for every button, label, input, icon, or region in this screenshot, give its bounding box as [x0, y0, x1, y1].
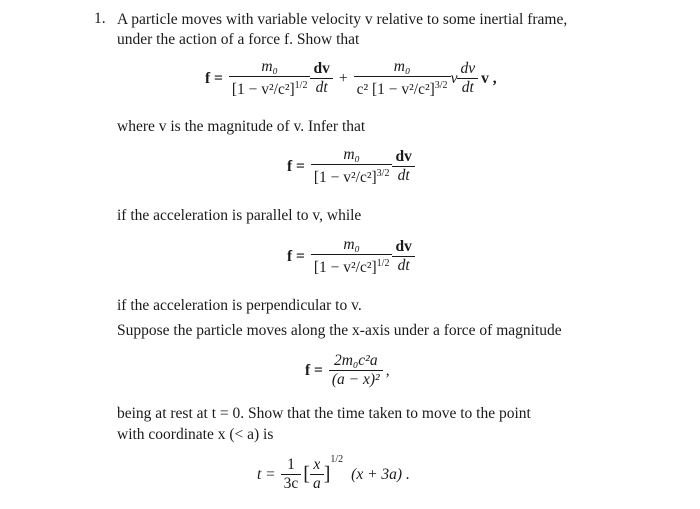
eq2-fraction: $\frac{\text{m₀}}{[1 - v^2/c^2]^{3/2}}$ [311, 146, 393, 187]
eq1-tail: v , [481, 69, 497, 87]
eq5-coefficient: $\frac{1}{3c}$ [281, 456, 302, 493]
rest-line-1: being at rest at t = 0. Show that the time taken to move to the point [117, 405, 531, 422]
suppose-text: Suppose the particle moves along the x-axis under a force of magnitude [117, 322, 562, 339]
eq4-lhs: f = [305, 361, 323, 379]
where-text: where v is the magnitude of v. Infer that [117, 118, 366, 135]
eq1-v: v [450, 69, 458, 87]
eq1-term2-derivative: $\frac{dv}{dt}$ [457, 60, 478, 97]
eq1-term1-derivative: $\frac{dv}{dt}$ [310, 60, 332, 97]
eq1-term1-numerator: m₀ [261, 58, 278, 75]
eq1-plus: + [338, 69, 348, 87]
eq2-lhs: f = [287, 157, 305, 175]
rest-line-2: with coordinate x (< a) is [117, 426, 274, 443]
eq5-exponent: 1/2 [330, 454, 344, 465]
eq3-fraction: $\frac{\text{m₀}}{[1 - v^2/c^2]^{1/2}}$ [311, 236, 393, 277]
equation-1 [205, 58, 497, 99]
equation-5: t = $\frac{1}{3c}$ [ $\frac{x}{a}$ ] $^{1/2}$ (x + 3a) . [257, 454, 410, 492]
eq4-tail: , [385, 361, 390, 379]
eq2-derivative: $\frac{dv}{dt}$ [392, 148, 414, 185]
equation-3 [287, 236, 415, 277]
problem-number: 1. [94, 10, 106, 27]
eq5-tail: (x + 3a) . [351, 465, 410, 483]
eq5-lhs: t = [257, 465, 276, 483]
eq1-term1-fraction [229, 58, 311, 99]
perpendicular-text: if the acceleration is perpendicular to v. [117, 297, 362, 314]
eq3-derivative: $\frac{dv}{dt}$ [392, 238, 414, 275]
intro-line-1: A particle moves with variable velocity v relative to some inertial frame, [117, 11, 568, 28]
eq1-term2-fraction: $\frac{\text{m₀}}{c^2 [1 - v^2/c^2]^{3/2}}$ [354, 58, 451, 99]
equation-4 [305, 352, 390, 389]
equation-2 [287, 146, 415, 187]
eq1-term1-denominator: $[1 - v^2/c^2]^{1/2}$ [231, 80, 308, 99]
eq1-lhs: f = [205, 69, 223, 87]
intro-line-2: under the action of a force f. Show that [117, 31, 360, 48]
parallel-text: if the acceleration is parallel to v, while [117, 207, 362, 224]
eq4-fraction: $\frac{\text{2m₀c²a}}{\text{(a − x)²}}$ [329, 352, 383, 389]
eq5-bracket-fraction: $\frac{x}{a}$ [310, 456, 324, 493]
eq3-lhs: f = [287, 247, 305, 265]
